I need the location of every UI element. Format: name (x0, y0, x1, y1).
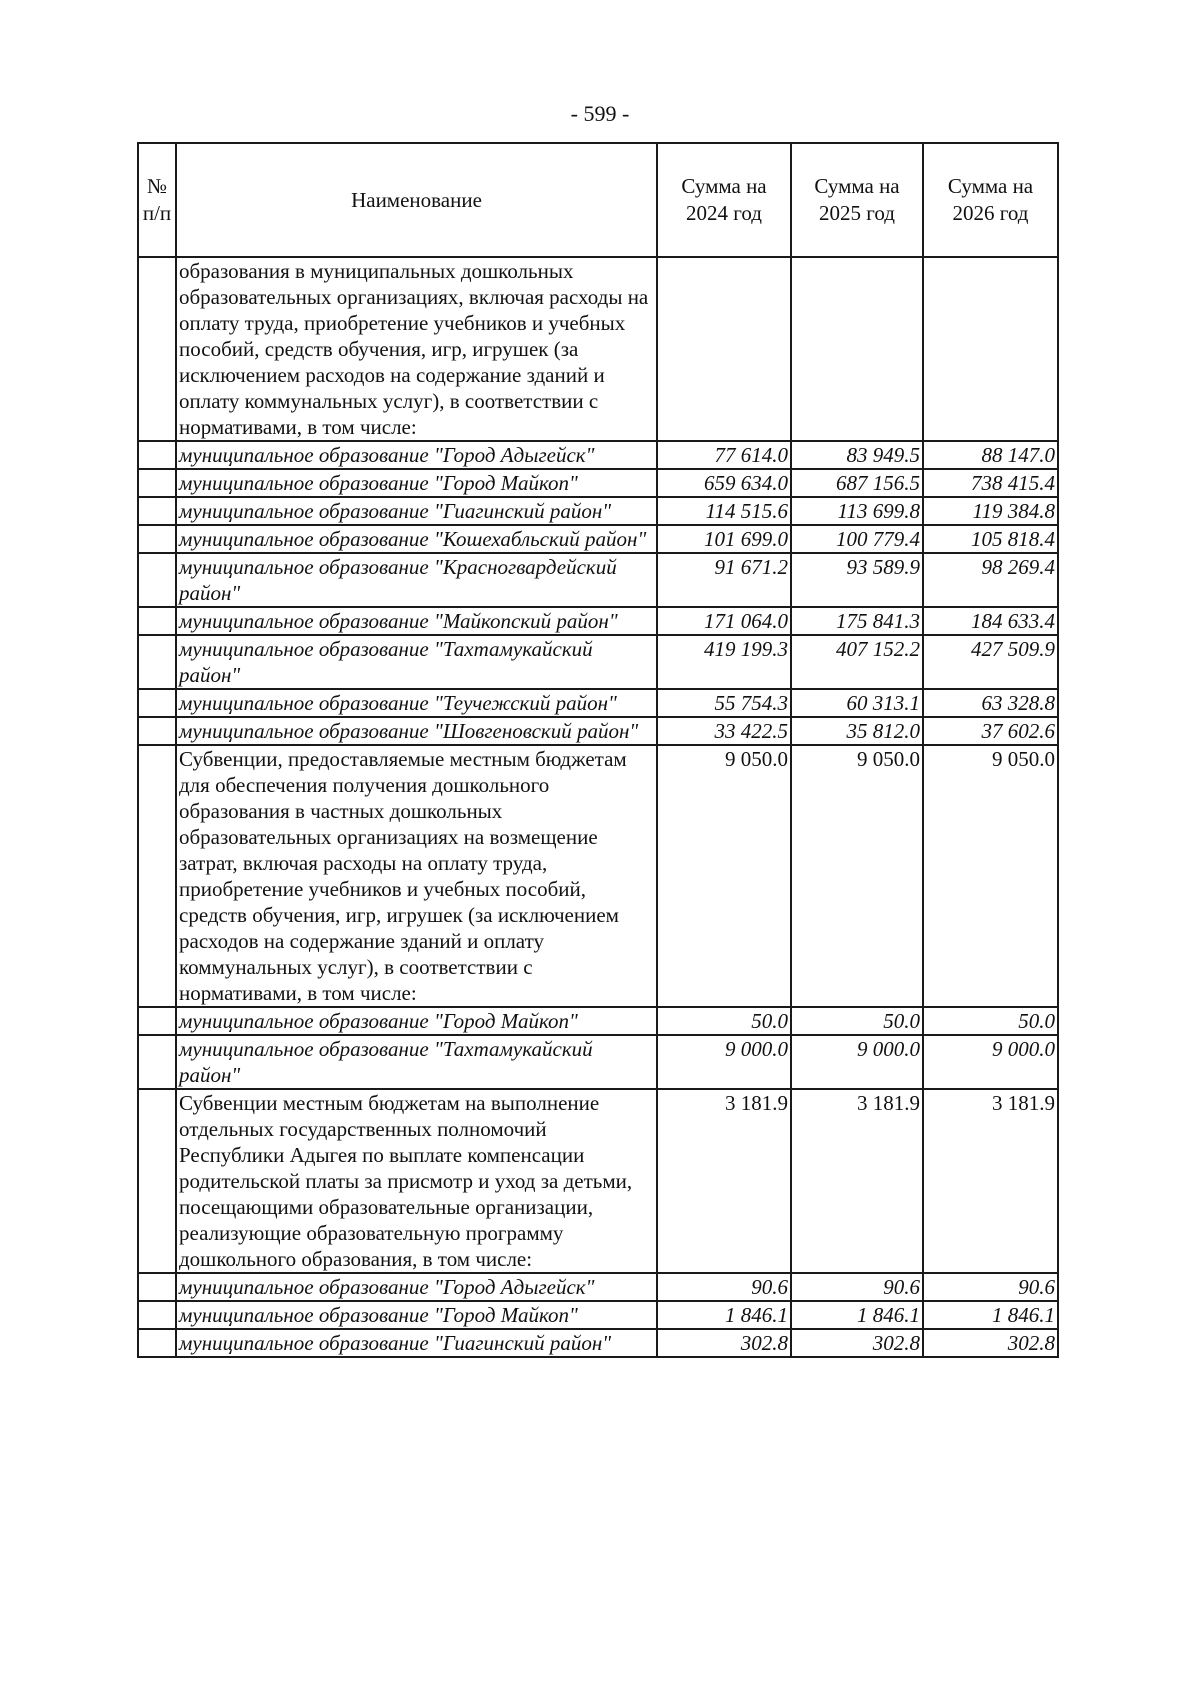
value-2024: 9 000.0 (657, 1035, 791, 1089)
value-2024 (657, 257, 791, 441)
table-row (138, 607, 1058, 635)
value-2025: 175 841.3 (791, 607, 923, 635)
value-2026: 98 269.4 (923, 553, 1058, 607)
value-2024: 55 754.3 (657, 689, 791, 717)
page-number: - 599 - (570, 101, 630, 126)
value-2025: 60 313.1 (791, 689, 923, 717)
value-2024: 419 199.3 (657, 635, 791, 689)
row-name: муниципальное образование "Майкопский район" (176, 607, 657, 635)
row-num (138, 525, 176, 553)
value-2025: 100 779.4 (791, 525, 923, 553)
row-name: муниципальное образование "Город Адыгейск" (176, 1273, 657, 1301)
value-2026: 88 147.0 (923, 441, 1058, 469)
row-num (138, 1273, 176, 1301)
table-row (138, 745, 1058, 1007)
value-2024: 114 515.6 (657, 497, 791, 525)
table-row (138, 1273, 1058, 1301)
value-2026: 63 328.8 (923, 689, 1058, 717)
row-num (138, 689, 176, 717)
value-2025: 50.0 (791, 1007, 923, 1035)
header-name: Наименование (176, 143, 657, 257)
value-2026: 3 181.9 (923, 1089, 1058, 1273)
row-num (138, 717, 176, 745)
table-row (138, 525, 1058, 553)
value-2024: 9 050.0 (657, 745, 791, 1007)
value-2025: 3 181.9 (791, 1089, 923, 1273)
value-2025: 687 156.5 (791, 469, 923, 497)
row-num (138, 257, 176, 441)
row-name: муниципальное образование "Теучежский район" (176, 689, 657, 717)
row-name: муниципальное образование "Город Майкоп" (176, 1007, 657, 1035)
value-2025 (791, 257, 923, 441)
row-name: муниципальное образование "Кошехабльский район" (176, 525, 657, 553)
table-row (138, 441, 1058, 469)
row-name: муниципальное образование "Тахтамукайский район" (176, 1035, 657, 1089)
row-name: муниципальное образование "Тахтамукайский район" (176, 635, 657, 689)
row-num (138, 497, 176, 525)
row-num (138, 1329, 176, 1357)
value-2025: 93 589.9 (791, 553, 923, 607)
budget-table (137, 142, 1059, 1358)
value-2024: 77 614.0 (657, 441, 791, 469)
row-name: муниципальное образование "Гиагинский район" (176, 1329, 657, 1357)
value-2026: 1 846.1 (923, 1301, 1058, 1329)
value-2024: 50.0 (657, 1007, 791, 1035)
table-row (138, 1329, 1058, 1357)
row-num (138, 469, 176, 497)
row-num (138, 607, 176, 635)
row-name: Субвенции, предоставляемые местным бюджетам для обеспечения получения дошкольного образования в частных дошкольных образовательных организациях на возмещение затрат, включая расходы на оплату труда, приобретение учебников и учебных пособий, средств обучения, игр, игрушек (за исключением расходов на содержание зданий и оплату коммунальных услуг), в соответствии с нормативами, в том числе: (176, 745, 657, 1007)
value-2024: 3 181.9 (657, 1089, 791, 1273)
header-num: № п/п (138, 143, 176, 257)
row-num (138, 441, 176, 469)
table-header-row (138, 143, 1058, 257)
table-row (138, 1089, 1058, 1273)
value-2024: 659 634.0 (657, 469, 791, 497)
table-row (138, 1035, 1058, 1089)
value-2026: 119 384.8 (923, 497, 1058, 525)
value-2026: 90.6 (923, 1273, 1058, 1301)
value-2024: 302.8 (657, 1329, 791, 1357)
value-2026: 738 415.4 (923, 469, 1058, 497)
value-2026: 302.8 (923, 1329, 1058, 1357)
value-2025: 1 846.1 (791, 1301, 923, 1329)
value-2026: 9 050.0 (923, 745, 1058, 1007)
table-row (138, 469, 1058, 497)
row-name: муниципальное образование "Красногвардейский район" (176, 553, 657, 607)
value-2025: 83 949.5 (791, 441, 923, 469)
value-2025: 35 812.0 (791, 717, 923, 745)
value-2026: 427 509.9 (923, 635, 1058, 689)
value-2024: 33 422.5 (657, 717, 791, 745)
value-2024: 171 064.0 (657, 607, 791, 635)
value-2026 (923, 257, 1058, 441)
row-name: муниципальное образование "Гиагинский район" (176, 497, 657, 525)
header-2024: Сумма на 2024 год (657, 143, 791, 257)
row-name: муниципальное образование "Город Майкоп" (176, 469, 657, 497)
table-row (138, 635, 1058, 689)
value-2025: 302.8 (791, 1329, 923, 1357)
value-2024: 101 699.0 (657, 525, 791, 553)
table-row (138, 257, 1058, 441)
row-name: муниципальное образование "Город Адыгейск" (176, 441, 657, 469)
value-2026: 9 000.0 (923, 1035, 1058, 1089)
row-num (138, 1089, 176, 1273)
row-num (138, 1035, 176, 1089)
value-2025: 9 000.0 (791, 1035, 923, 1089)
row-num (138, 1301, 176, 1329)
row-name: муниципальное образование "Шовгеновский район" (176, 717, 657, 745)
row-num (138, 635, 176, 689)
table-row (138, 497, 1058, 525)
table-row (138, 1301, 1058, 1329)
value-2026: 184 633.4 (923, 607, 1058, 635)
value-2025: 407 152.2 (791, 635, 923, 689)
table-row (138, 553, 1058, 607)
row-num (138, 745, 176, 1007)
header-2026: Сумма на 2026 год (923, 143, 1058, 257)
value-2024: 91 671.2 (657, 553, 791, 607)
value-2025: 113 699.8 (791, 497, 923, 525)
value-2024: 90.6 (657, 1273, 791, 1301)
row-num (138, 1007, 176, 1035)
table-row (138, 1007, 1058, 1035)
row-name: Субвенции местным бюджетам на выполнение отдельных государственных полномочий Республики Адыгея по выплате компенсации родительской платы за присмотр и уход за детьми, посещающими образовательные организации, реализующие образовательную программу дошкольного образования, в том числе: (176, 1089, 657, 1273)
value-2026: 50.0 (923, 1007, 1058, 1035)
row-name: муниципальное образование "Город Майкоп" (176, 1301, 657, 1329)
value-2025: 90.6 (791, 1273, 923, 1301)
row-num (138, 553, 176, 607)
value-2024: 1 846.1 (657, 1301, 791, 1329)
table-row (138, 717, 1058, 745)
value-2025: 9 050.0 (791, 745, 923, 1007)
value-2026: 105 818.4 (923, 525, 1058, 553)
header-2025: Сумма на 2025 год (791, 143, 923, 257)
value-2026: 37 602.6 (923, 717, 1058, 745)
row-name: образования в муниципальных дошкольных образовательных организациях, включая расходы на оплату труда, приобретение учебников и учебных пособий, средств обучения, игр, игрушек (за исключением расходов на содержание зданий и оплату коммунальных услуг), в соответствии с нормативами, в том числе: (176, 257, 657, 441)
table-row (138, 689, 1058, 717)
